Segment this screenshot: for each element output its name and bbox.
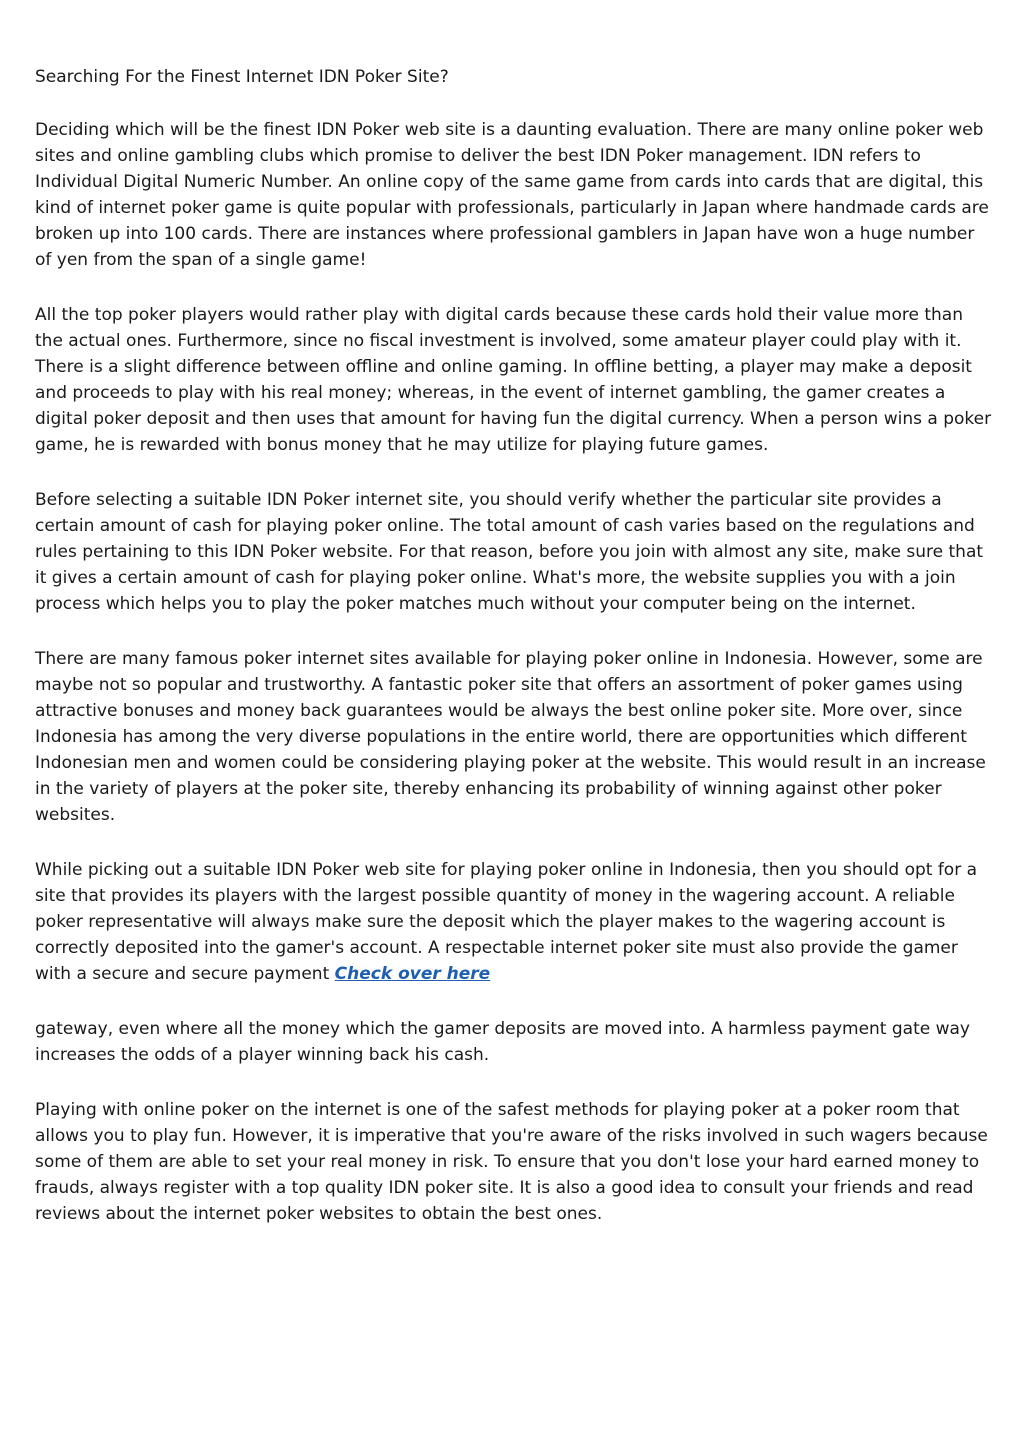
paragraph-5-text: While picking out a suitable IDN Poker web site for playing poker online in Indonesia, then you should opt for a site that provides its players with the largest possible quantity of money in the wagering account. A reliable poker representative will always make sure the deposit which the player makes to the wagering account is correctly deposited into the gamer's account. A respectable internet poker site must also provide the gamer with a secure and secure payment [35,860,978,984]
paragraph-3: Before selecting a suitable IDN Poker internet site, you should verify whether the particular site provides a certain amount of cash for playing poker online. The total amount of cash varies based on the regulations and rules pertaining to this IDN Poker website. For that reason, before you join with almost any site, make sure that it gives a certain amount of cash for playing poker online. What's more, the website supplies you with a join process which helps you to play the poker matches much without your computer being on the internet. [35,490,984,614]
paragraph-4: There are many famous poker internet sites available for playing poker online in Indonesia. However, some are maybe not so popular and trustworthy. A fantastic poker site that offers an assortment of poker games using attractive bonuses and money back guarantees would be always the best online poker site. More over, since Indonesia has among the very diverse populations in the entire world, there are opportunities which different Indonesian men and women could be considering playing poker at the website. This would result in an increase in the variety of players at the poker site, thereby enhancing its probability of winning against other poker websites. [35,649,986,825]
document-page [35,64,995,1256]
paragraph-5 [35,857,995,987]
paragraph-1: Deciding which will be the finest IDN Poker web site is a daunting evaluation. There are many online poker web sites and online gambling clubs which promise to deliver the best IDN Poker management. IDN refers to Individual Digital Numeric Number. An online copy of the same game from cards into cards that are digital, this kind of internet poker game is quite popular with professionals, particularly in Japan where handmade cards are broken up into 100 cards. There are instances where professional gamblers in Japan have won a huge number of yen from the span of a single game! [35,120,989,270]
paragraph-6: gateway, even where all the money which the gamer deposits are moved into. A harmless payment gate way increases the odds of a player winning back his cash. [35,1019,970,1065]
document-title: Searching For the Finest Internet IDN Poker Site? [35,67,449,87]
paragraph-7: Playing with online poker on the internet is one of the safest methods for playing poker at a poker room that allows you to play fun. However, it is imperative that you're aware of the risks involved in such wagers because some of them are able to set your real money in risk. To ensure that you don't lose your hard earned money to frauds, always register with a top quality IDN poker site. It is also a good idea to consult your friends and read reviews about the internet poker websites to obtain the best ones. [35,1100,988,1224]
paragraph-2: All the top poker players would rather play with digital cards because these cards hold their value more than the actual ones. Furthermore, since no fiscal investment is involved, some amateur player could play with it. There is a slight difference between offline and online gaming. In offline betting, a player may make a deposit and proceeds to play with his real money; whereas, in the event of internet gambling, the gamer creates a digital poker deposit and then uses that amount for having fun the digital currency. When a person wins a poker game, he is rewarded with bonus money that he may utilize for playing future games. [35,305,992,455]
check-over-here-link[interactable]: Check over here [334,964,491,984]
